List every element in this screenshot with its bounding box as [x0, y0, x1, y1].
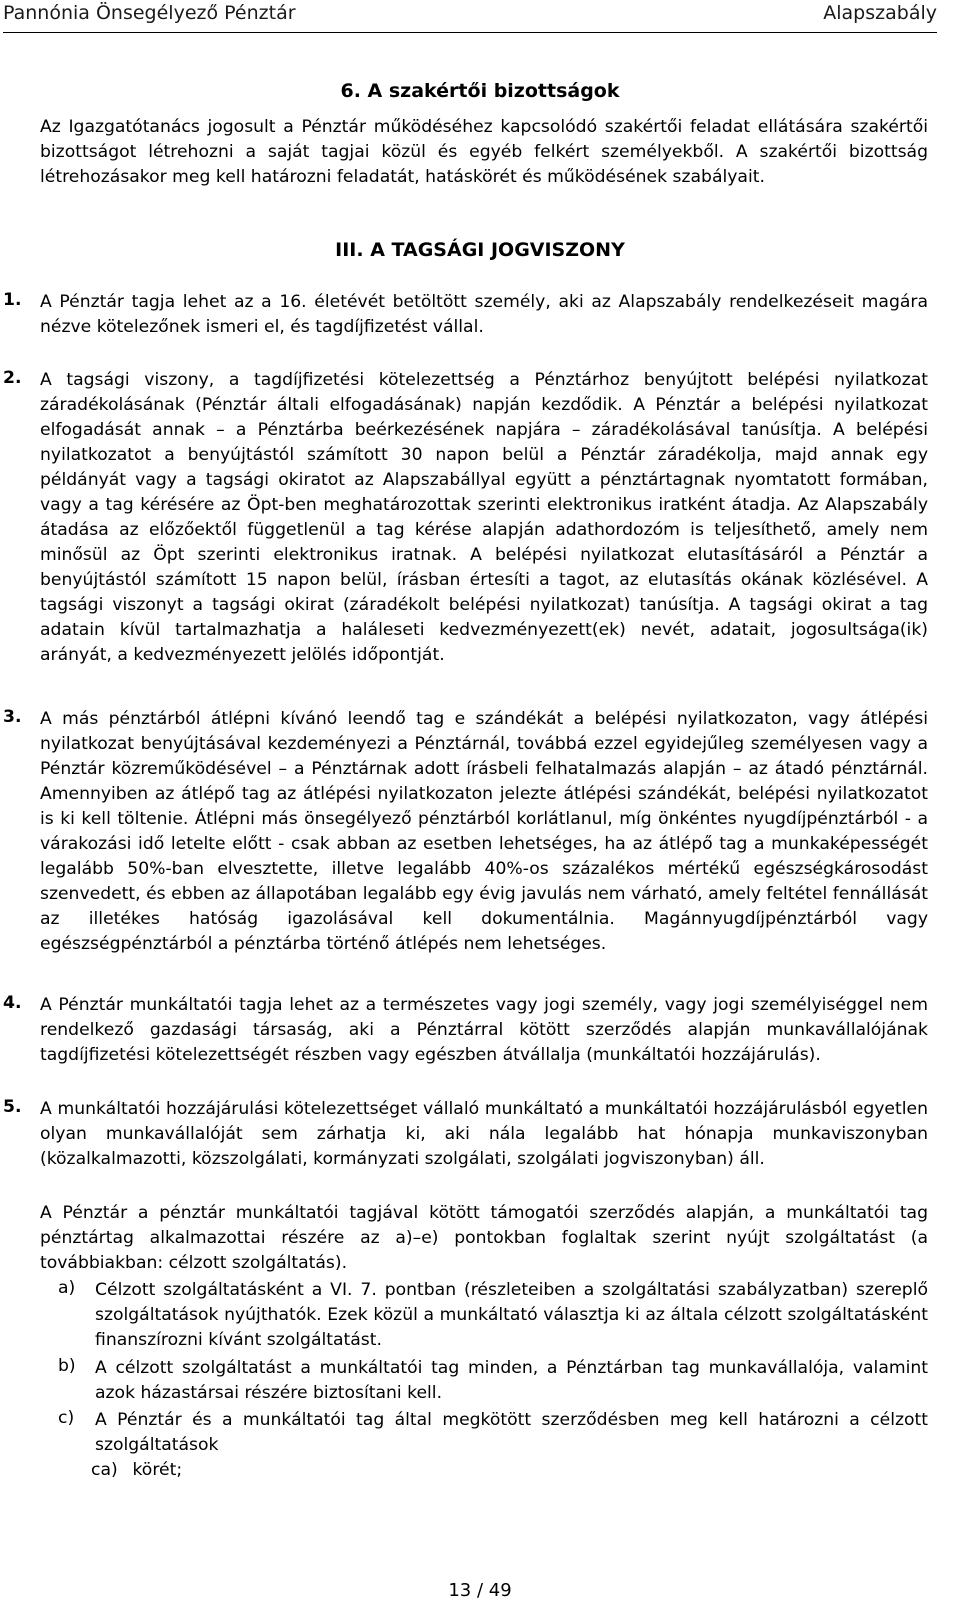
list-item-3: [3, 707, 928, 957]
header-fund-name: Pannónia Önsegélyező Pénztár: [3, 2, 296, 24]
list-item-4: [3, 993, 928, 1068]
targeted-service-paragraph: A Pénztár a pénztár munkáltatói tagjával kötött támogatói szerződés alapján, a munkáltatói tag pénztártag alkalmazottai részére az a)–e) pontokban foglaltak szerint nyújt szolgáltatást (a továbbiakban: célzott szolgáltatás).: [40, 1203, 928, 1273]
list-item-2: [3, 368, 928, 668]
sub-item-text: Célzott szolgáltatásként a VI. 7. pontban (részleteiben a szolgáltatási szabályzatban) szereplő szolgáltatások nyújthatók. Ezek közül a munkáltató választja ki az általa célzott szolgáltatásként finanszírozni kívánt szolgáltatást.: [95, 1280, 928, 1350]
list-item-number: 2.: [3, 368, 22, 388]
sub-item-label: c): [58, 1408, 75, 1428]
list-item-text: A munkáltatói hozzájárulási kötelezettséget vállaló munkáltató a munkáltatói hozzájárulásból egyetlen olyan munkavállalóját sem zárhatja ki, aki nála legalább hat hónapja munkaviszonyban (közalkalmazotti, közszolgálati, kormányzati szolgálati, szolgálati jogviszonyban) áll.: [40, 1099, 928, 1169]
sub-sub-item-text: körét;: [132, 1460, 183, 1480]
list-item-number: 5.: [3, 1097, 22, 1117]
list-item-text: A tagsági viszony, a tagdíjfizetési kötelezettség a Pénztárhoz benyújtott belépési nyilatkozat záradékolásának (Pénztár általi elfogadásának) napján kezdődik. A Pénztár a belépési nyilatkozat elfogadását annak – a Pénztárba beérkezésének napjára – záradékolásával tanúsítja. A belépési nyilatkozatot a benyújtástól számított 30 napon belül a Pénztár záradékolja, majd annak egy példányát vagy a tagsági okiratot az Alapszabállyal együtt a pénztártagnak nyomtatott formában, vagy a tag kérésére az Öpt-ben meghatározottak szerinti elektronikus iratként átadja. Az Alapszabály átadása az előzőektől függetlenül a tag kérése alapján adathordozóm is teljesíthető, amely nem minősül az Öpt szerinti elektronikus iratnak. A belépési nyilatkozat elutasításáról a Pénztár a benyújtástól számított 15 napon belül, írásban értesíti a tagot, az elutasítás okának közlésével. A tagsági viszonyt a tagsági okirat (záradékolt belépési nyilatkozat) tanúsítja. A tagsági okirat a tag adatain kívül tartalmazhatja a haláleseti kedvezményezett(ek) nevét, adatait, jogosultsága(ik) arányát, a kedvezményezett jelölés időpontját.: [40, 370, 928, 665]
list-item-1: [3, 290, 928, 340]
list-item-number: 3.: [3, 707, 22, 727]
list-item-5: [3, 1097, 928, 1172]
sub-sub-item-label: ca): [91, 1460, 118, 1480]
chapter-heading: III. A TAGSÁGI JOGVISZONY: [335, 239, 625, 261]
list-item-number: 1.: [3, 290, 22, 310]
list-item-text: A Pénztár tagja lehet az a 16. életévét betöltött személy, aki az Alapszabály rendelkezéseit magára nézve kötelezőnek ismeri el, és tagdíjfizetést vállal.: [40, 292, 928, 337]
section-6-title: 6. A szakértői bizottságok: [340, 80, 620, 102]
sub-item-c: [58, 1408, 928, 1458]
sub-item-b: [58, 1356, 928, 1406]
sub-item-text: A célzott szolgáltatást a munkáltatói tag minden, a Pénztárban tag munkavállalója, valamint azok házastársai részére biztosítani kell.: [95, 1358, 928, 1403]
sub-sub-item-ca: [91, 1460, 182, 1480]
page-header: [3, 0, 937, 33]
sub-item-label: a): [58, 1278, 76, 1298]
list-item-text: A Pénztár munkáltatói tagja lehet az a természetes vagy jogi személy, vagy jogi személyiséggel nem rendelkező gazdasági társaság, aki a Pénztárral kötött szerződés alapján munkavállalójának tagdíjfizetési kötelezettségét részben vagy egészben átvállalja (munkáltatói hozzájárulás).: [40, 995, 928, 1065]
header-document-name: Alapszabály: [823, 2, 937, 24]
list-item-text: A más pénztárból átlépni kívánó leendő tag e szándékát a belépési nyilatkozaton, vagy átlépési nyilatkozat benyújtásával kezdeményezi a Pénztárnál, továbbá ezzel egyidejűleg személyesen vagy a Pénztár közreműködésével – a Pénztárnak adott írásbeli felhatalmazás alapján – az átadó pénztárnál. Amennyiben az átlépő tag az átlépési nyilatkozaton jelezte átlépési szándékát, belépési nyilatkozatot is ki kell töltenie. Átlépni más önsegélyező pénztárból korlátlanul, míg önkéntes nyugdíjpénztárból - a várakozási idő letelte előtt - csak abban az esetben lehetséges, ha az átlépő tag a munkaképességét legalább 50%-ban elvesztette, illetve legalább 40%-os százalékos mértékű egészségkárosodást szenvedett, és ebben az állapotában legalább egy évig javulás nem várható, amely feltétel fennállását az illetékes hatóság igazolásával kell dokumentálnia. Magánnyugdíjpénztárból vagy egészségpénztárból a pénztárba történő átlépés nem lehetséges.: [40, 709, 928, 954]
sub-item-a: [58, 1278, 928, 1353]
list-item-number: 4.: [3, 993, 22, 1013]
page-number: 13 / 49: [448, 1580, 512, 1601]
sub-item-text: A Pénztár és a munkáltatói tag által megkötött szerződésben meg kell határozni a célzott szolgáltatások: [95, 1410, 928, 1455]
section-6-paragraph: Az Igazgatótanács jogosult a Pénztár működéséhez kapcsolódó szakértői feladat ellátására szakértői bizottságot létrehozni a saját tagjai közül és egyéb felkért személyekből. A szakértői bizottság létrehozásakor meg kell határozni feladatát, hatáskörét és működésének szabályait.: [40, 117, 928, 187]
sub-item-label: b): [58, 1356, 76, 1376]
